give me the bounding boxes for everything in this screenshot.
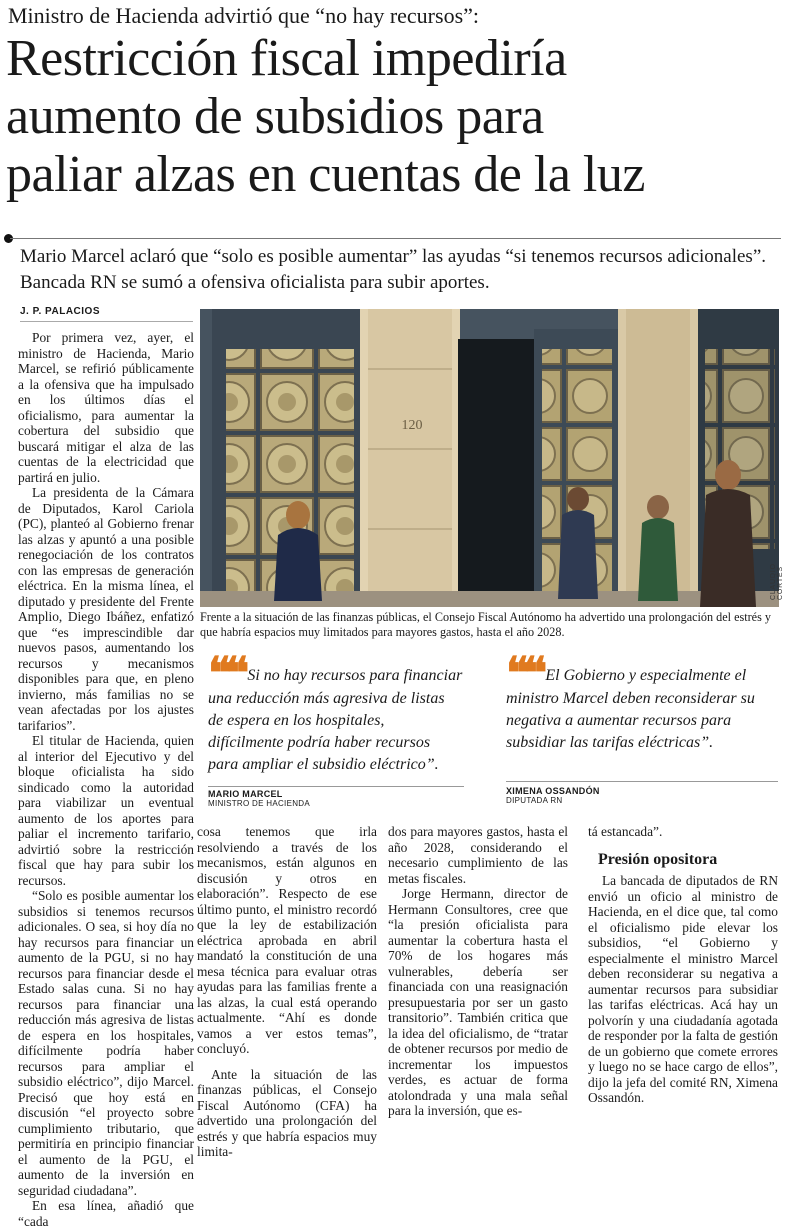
dek: Mario Marcel aclaró que “solo es posible aumentar” las ayudas “si tenemos recursos adicionales”. Bancada RN se sumó a ofensiva oficialista para subir aportes. [20, 246, 767, 293]
building-entrance-image [200, 309, 779, 607]
paragraph: En esa línea, añadió que “cada [18, 1198, 194, 1229]
paragraph: tá estancada”. [588, 824, 663, 839]
quote-divider [506, 781, 778, 782]
headline-line-3: paliar alzas en cuentas de la luz [6, 146, 645, 203]
pull-quote-marcel [208, 648, 463, 776]
byline-rule [20, 321, 193, 322]
pull-quote-text: El Gobierno y especialmente el ministro Marcel deben reconsiderar su negativa a aumentar recursos para subsidiar las tarifas eléctricas”. [506, 667, 755, 751]
quote-attribution-name: MARIO MARCEL [208, 789, 283, 799]
news-photo [200, 309, 779, 607]
article-column-2 [197, 824, 377, 1160]
byline: J. P. PALACIOS [20, 306, 100, 317]
quote-mark-icon: ❝❝ [506, 648, 542, 699]
quote-attribution-title: MINISTRO DE HACIENDA [208, 799, 311, 808]
paragraph: El titular de Hacienda, quien al interior del Ejecutivo y del bloque oficialista ha sido sindicado como la autoridad para viabilizar un eventual aumento de los aportes para paliar el incremento tarifario, advirtió sobre la restricción fiscal que hay para subir los recursos. [18, 733, 194, 888]
quote-divider [208, 786, 464, 787]
quote-attribution-title: DIPUTADA RN [506, 796, 563, 805]
paragraph: La bancada de diputados de RN envió un oficio al ministro de Hacienda, en el dice que, tal como el oficialismo pide elevar los subsidios, “el Gobierno y especialmente el ministro Marcel deben reconsiderar su negativa a aumentar recursos para subsidiar las tarifas eléctricas. Acá hay un polvorín y una ciudadanía agotada de responder por la falta de gestión de un gobierno que comete errores y luego no se hace cargo de ellos”, dijo la jefa del comité RN, Ximena Ossandón. [588, 873, 778, 1105]
headline [6, 30, 781, 204]
article-column-1 [18, 330, 194, 1229]
quote-attribution-name: XIMENA OSSANDÓN [506, 786, 600, 796]
article-column-3 [388, 824, 568, 1119]
paragraph: dos para mayores gastos, hasta el año 2028, considerando el necesario cumplimiento de las metas fiscales. [388, 824, 568, 886]
pull-quote-ossandon [506, 648, 774, 754]
paragraph: cosa tenemos que irla resolviendo a través de los mecanismos, están algunos en discusión y otros en elaboración”. Respecto de ese último punto, el ministro recordó que la ley de estabilización eléctrica aprobada en abril mandató la constitución de una mesa técnica para evaluar otras ayudas para las familias frente a las alzas, la cual está operando actualmente. “Ahí es donde vamos a ver estos temas”, concluyó. [197, 824, 377, 1056]
pull-quote-text: Si no hay recursos para financiar una reducción más agresiva de listas de espera en los hospitales, difícilmente podría haber recursos para ampliar el subsidio eléctrico”. [208, 667, 463, 773]
headline-line-1: Restricción fiscal impediría [6, 30, 567, 87]
kicker: Ministro de Hacienda advirtió que “no hay recursos”: [8, 3, 480, 28]
paragraph: Jorge Hermann, director de Hermann Consultores, cree que “la presión oficialista para aumentar la cobertura hasta el 70% de los hogares más vulnerables, debería ser financiada con una reasignación presupuestaria por ser un gasto transitorio”. También critica que la idea del oficialismo, de “tratar de obtener recursos por medio de incrementar los impuestos verdes, es actuar de forma atolondrada y una mala señal para la inversión, que es- [388, 886, 568, 1118]
photo-caption: Frente a la situación de las finanzas públicas, el Consejo Fiscal Autónomo ha advertido una prolongación del estrés y que habría espacios muy limitados para mayores gastos, hasta el año 2028. [200, 610, 771, 639]
paragraph: “Solo es posible aumentar los subsidios si tenemos recursos adicionales. O sea, si hoy día no hay recursos para financiar un aumento de la PGU, si no hay recursos para financiar desde el Estado salas cuna. Si no hay recursos para financiar una reducción más agresiva de listas de espera en los hospitales, difícilmente podría haber recursos para ampliar el subsidio eléctrico”, dijo Marcel. Precisó que hoy está en discusión “el proyecto sobre cumplimiento tributario, que permitiría en principio financiar el aumento de la PGU, el aumento de la inversión en seguridad ciudadana”. [18, 888, 194, 1198]
door-number: 120 [401, 418, 423, 433]
photo-credit: CLAUDIO CORTÉS [770, 563, 784, 600]
dek-rule [10, 238, 781, 239]
section-subhead: Presión opositora [598, 850, 718, 868]
paragraph: La presidenta de la Cámara de Diputados, Karol Cariola (PC), planteó al Gobierno frenar las alzas y apuntó a una posible renegociación de los contratos con las empresas de generación eléctrica. En la misma línea, el diputado y presidente del Frente Amplio, Diego Ibáñez, enfatizó que “es imprescindible dar nuevos pasos, aumentando los recursos y mecanismos disponibles para que, en pleno invierno, más familias no se vean afectadas por los ajustes tarifarios”. [18, 485, 194, 733]
quote-mark-icon: ❝❝ [208, 648, 244, 699]
paragraph: Por primera vez, ayer, el ministro de Hacienda, Mario Marcel, se refirió públicamente a la ofensiva que ha impulsado en los últimos días el oficialismo, para aumentar la cobertura del subsidio que buscará mitigar el alza de las cuentas de la electricidad que partirá en julio. [18, 330, 194, 485]
headline-line-2: aumento de subsidios para [6, 88, 544, 145]
paragraph: Ante la situación de las finanzas públicas, el Consejo Fiscal Autónomo (CFA) ha advertido una prolongación del estrés y que habría espacios muy limita- [197, 1066, 377, 1159]
article-column-4 [588, 824, 778, 1106]
